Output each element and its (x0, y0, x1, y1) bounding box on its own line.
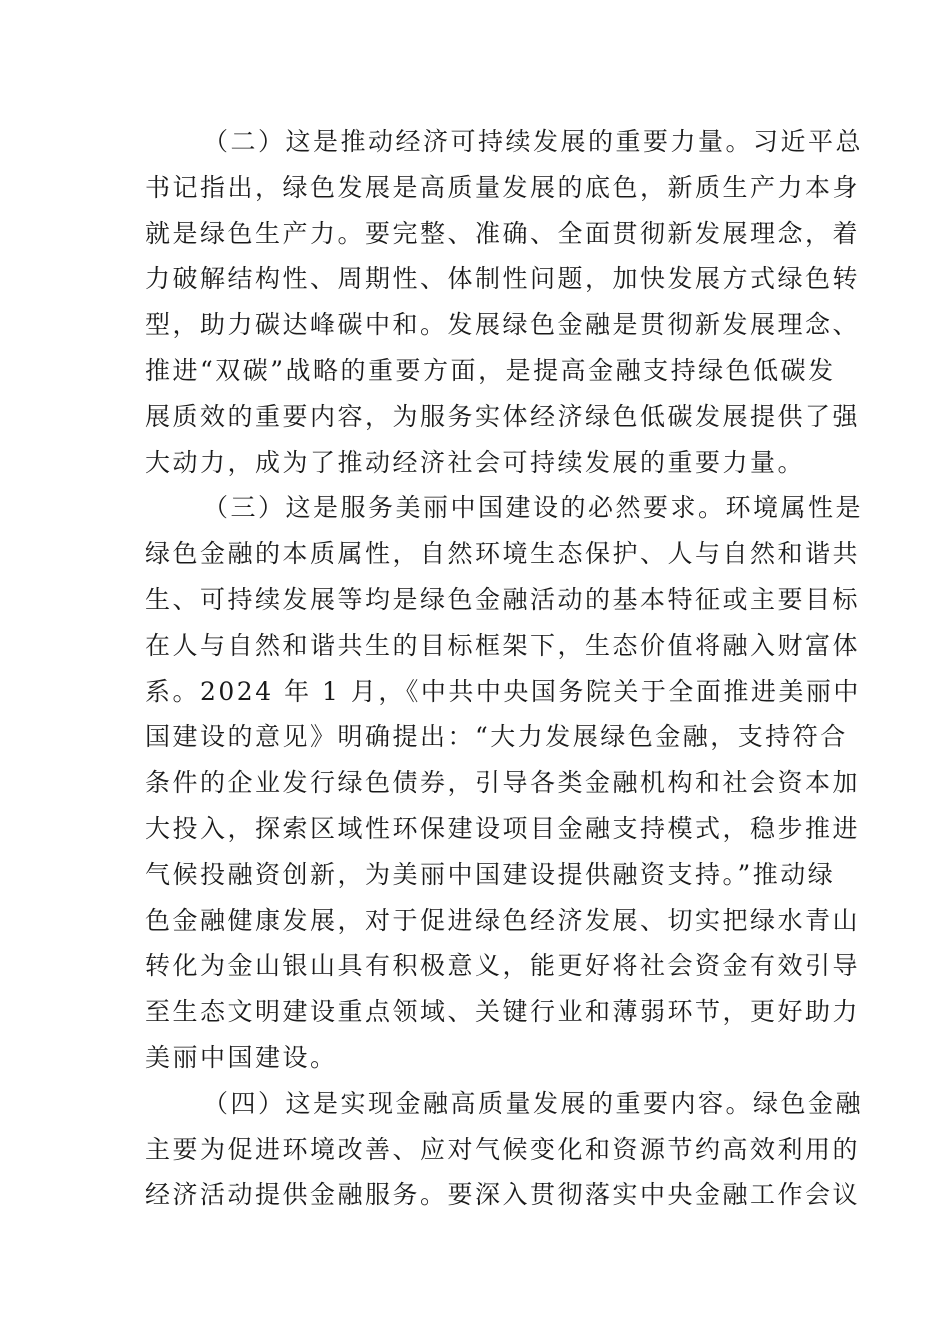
text-line: 展质效的重要内容，为服务实体经济绿色低碳发展提供了强 (145, 401, 861, 431)
text-line: 大动力，成为了推动经济社会可持续发展的重要力量。 (145, 447, 806, 477)
text-line: （四）这是实现金融高质量发展的重要内容。绿色金融 (203, 1088, 864, 1118)
text-line: 型，助力碳达峰碳中和。发展绿色金融是贯彻新发展理念、 (145, 310, 861, 340)
paragraph-2 (145, 119, 864, 485)
text-line: 条件的企业发行绿色债券，引导各类金融机构和社会资本加 (145, 768, 861, 798)
document-body (145, 119, 864, 1218)
text-line: 主要为促进环境改善、应对气候变化和资源节约高效利用的 (145, 1134, 861, 1164)
text-line: （二）这是推动经济可持续发展的重要力量。习近平总 (203, 127, 864, 156)
text-line: 气候投融资创新，为美丽中国建设提供融资支持。”推动绿 (145, 859, 836, 889)
text-line: 美丽中国建设。 (145, 1042, 338, 1072)
text-line: 大投入，探索区域性环保建设项目金融支持模式，稳步推进 (145, 813, 861, 843)
text-line: 生、可持续发展等均是绿色金融活动的基本特征或主要目标 (145, 584, 861, 614)
text-line: 力破解结构性、周期性、体制性问题，加快发展方式绿色转 (145, 264, 861, 294)
paragraph-3 (145, 485, 864, 1080)
text-line: 色金融健康发展，对于促进绿色经济发展、切实把绿水青山 (145, 905, 861, 935)
text-line: 至生态文明建设重点领域、关键行业和薄弱环节，更好助力 (145, 997, 861, 1027)
text-line: 经济活动提供金融服务。要深入贯彻落实中央金融工作会议 (145, 1180, 861, 1210)
text-line: 系。2024 年 1 月，《中共中央国务院关于全面推进美丽中 (145, 676, 861, 706)
text-line: 在人与自然和谐共生的目标框架下，生态价值将融入财富体 (145, 630, 861, 660)
text-line: （三）这是服务美丽中国建设的必然要求。环境属性是 (203, 493, 864, 523)
text-line: 书记指出，绿色发展是高质量发展的底色，新质生产力本身 (145, 172, 861, 202)
text-line: 国建设的意见》明确提出：“大力发展绿色金融，支持符合 (145, 722, 848, 752)
text-line: 就是绿色生产力。要完整、准确、全面贯彻新发展理念，着 (145, 218, 861, 248)
text-line: 转化为金山银山具有积极意义，能更好将社会资金有效引导 (145, 951, 861, 981)
text-line: 绿色金融的本质属性，自然环境生态保护、人与自然和谐共 (145, 539, 861, 569)
paragraph-4 (145, 1081, 864, 1218)
text-line: 推进“双碳”战略的重要方面，是提高金融支持绿色低碳发 (145, 355, 836, 385)
